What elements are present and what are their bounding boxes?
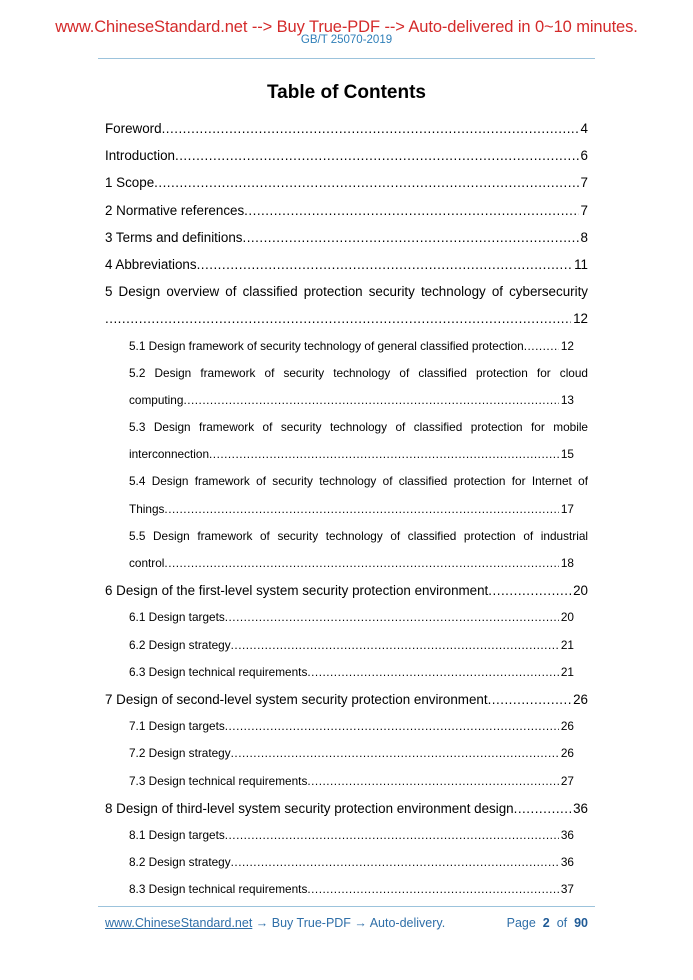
dot-leader [175,142,579,169]
toc-entry[interactable] [105,523,588,577]
dot-leader [225,713,559,740]
toc-entry-title: 8.3 Design technical requirements [129,882,308,897]
toc-entry-page: 36 [560,827,574,842]
dot-leader [162,115,579,142]
toc-entry-page: 37 [560,882,574,897]
toc-entry[interactable] [105,659,588,686]
toc-entry-title: 5 Design overview of classified protection security technology of cybersecurity [105,284,588,300]
toc-entry-title: 3 Terms and definitions [105,229,243,245]
dot-leader [209,441,559,468]
dot-leader [488,577,571,604]
dot-leader [225,822,559,849]
toc-entry-title: 6.1 Design targets [129,610,225,625]
toc-entry-title: 5.3 Design framework of security technology of classified protection for mobile [129,420,588,435]
toc-entry-page: 20 [573,583,588,599]
dot-leader [307,768,559,795]
toc-entry-title: 4 Abbreviations [105,256,197,272]
standard-number: GB/T 25070-2019 [300,34,393,46]
toc-entry[interactable] [105,115,588,142]
toc-entry-page: 4 [580,121,588,136]
toc-entry-page: 21 [560,664,574,679]
toc-entry-title: 5.1 Design framework of security technology of general classified protection [129,338,524,353]
dot-leader [225,604,559,631]
toc-entry-page: 13 [560,392,574,407]
toc-entry-title: Things [129,501,165,516]
toc-entry-title: computing [129,392,184,407]
toc-entry-title: Introduction [105,148,175,164]
page-indicator: Page 2 of 90 [506,916,588,930]
toc-entry-title: 7 Design of second-level system security protection environment [105,691,488,707]
dot-leader [488,686,572,713]
toc-entry[interactable] [105,849,588,876]
toc-entry-page: 11 [574,256,588,272]
toc-entry[interactable] [105,632,588,659]
dot-leader [183,387,558,414]
toc-entry-page: 20 [560,610,574,625]
dot-leader [307,659,559,686]
toc-entry-page: 12 [560,338,574,353]
footer [105,916,588,930]
toc-entry-title: 5.4 Design framework of security technology of classified protection for Internet of [129,474,588,489]
dot-leader [307,876,559,903]
toc-entry[interactable] [105,768,588,795]
toc-entry[interactable] [105,876,588,903]
toc-entry-page: 17 [560,501,574,516]
dot-leader [244,197,578,224]
toc-entry-title: 7.2 Design strategy [129,746,231,761]
toc-entry-title: 2 Normative references [105,202,245,218]
toc-entry[interactable] [105,577,588,604]
dot-leader [524,333,559,360]
page-title: Table of Contents [266,82,427,103]
toc-entry-title: 7.3 Design technical requirements [129,773,308,788]
toc-entry[interactable] [105,278,588,332]
dot-leader [197,251,573,278]
toc-entry[interactable] [105,414,588,468]
dot-leader [154,169,578,196]
toc-entry-title: control [129,556,165,570]
dot-leader [231,740,559,767]
toc-entry-page: 6 [580,148,588,164]
toc-entry-title: 6.2 Design strategy [129,637,231,652]
dot-leader [231,849,559,876]
toc-entry-page: 26 [560,719,574,734]
toc-entry[interactable] [105,197,588,224]
toc-entry-title: 8.1 Design targets [129,827,225,842]
toc-entry[interactable] [105,468,588,522]
dot-leader [231,632,559,659]
promo-banner: www.ChineseStandard.net --> Buy True-PDF --> Auto-delivered in 0~10 minutes. [55,18,638,36]
toc-entry[interactable] [105,224,588,251]
header-divider [98,58,595,59]
toc-entry[interactable] [105,169,588,196]
toc-entry-page: 27 [560,773,574,788]
toc-entry-title: Foreword [105,121,162,136]
footer-text: → Buy True-PDF → Auto-delivery. [252,916,446,930]
toc-entry-page: 15 [560,447,574,462]
toc-entry[interactable] [105,795,588,822]
toc-entry-title: interconnection [129,447,210,462]
toc-entry-page: 7 [580,202,588,218]
toc-entry-title: 1 Scope [105,175,155,191]
toc-entry-page: 7 [580,175,588,191]
toc-entry-page: 26 [573,691,588,707]
toc-entry[interactable] [105,142,588,169]
toc-entry[interactable] [105,822,588,849]
dot-leader [514,795,571,822]
toc-entry-title: 5.5 Design framework of security technology of classified protection of industrial [129,528,588,543]
dot-leader [105,305,571,332]
toc-entry[interactable] [105,740,588,767]
toc-entry-page: 8 [580,229,588,245]
toc-entry-page: 18 [560,556,574,570]
toc-entry-page: 36 [573,800,588,816]
toc-entry-page: 12 [573,311,588,327]
toc-entry-title: 6.3 Design technical requirements [129,664,308,679]
dot-leader [164,550,558,577]
toc-entry[interactable] [105,713,588,740]
footer-divider [98,906,595,907]
dot-leader [164,496,558,523]
toc-entry-title: 5.2 Design framework of security technology of classified protection for cloud [129,365,588,380]
footer-link[interactable]: www.ChineseStandard.net [105,916,253,930]
toc-entry[interactable] [105,604,588,631]
table-of-contents [105,115,588,903]
toc-entry-page: 26 [560,746,574,761]
toc-entry[interactable] [105,251,588,278]
total-pages: 90 [574,916,588,930]
toc-entry-page: 21 [560,637,574,652]
dot-leader [242,224,578,251]
toc-entry-title: 8 Design of third-level system security protection environment design [105,800,514,816]
current-page: 2 [542,916,550,930]
toc-entry-page: 36 [560,855,574,870]
toc-entry-title: 8.2 Design strategy [129,855,231,870]
toc-entry[interactable] [105,333,588,360]
toc-entry-title: 6 Design of the first-level system security protection environment [105,583,489,599]
toc-entry-title: 7.1 Design targets [129,719,225,734]
toc-entry[interactable] [105,686,588,713]
toc-entry[interactable] [105,360,588,414]
